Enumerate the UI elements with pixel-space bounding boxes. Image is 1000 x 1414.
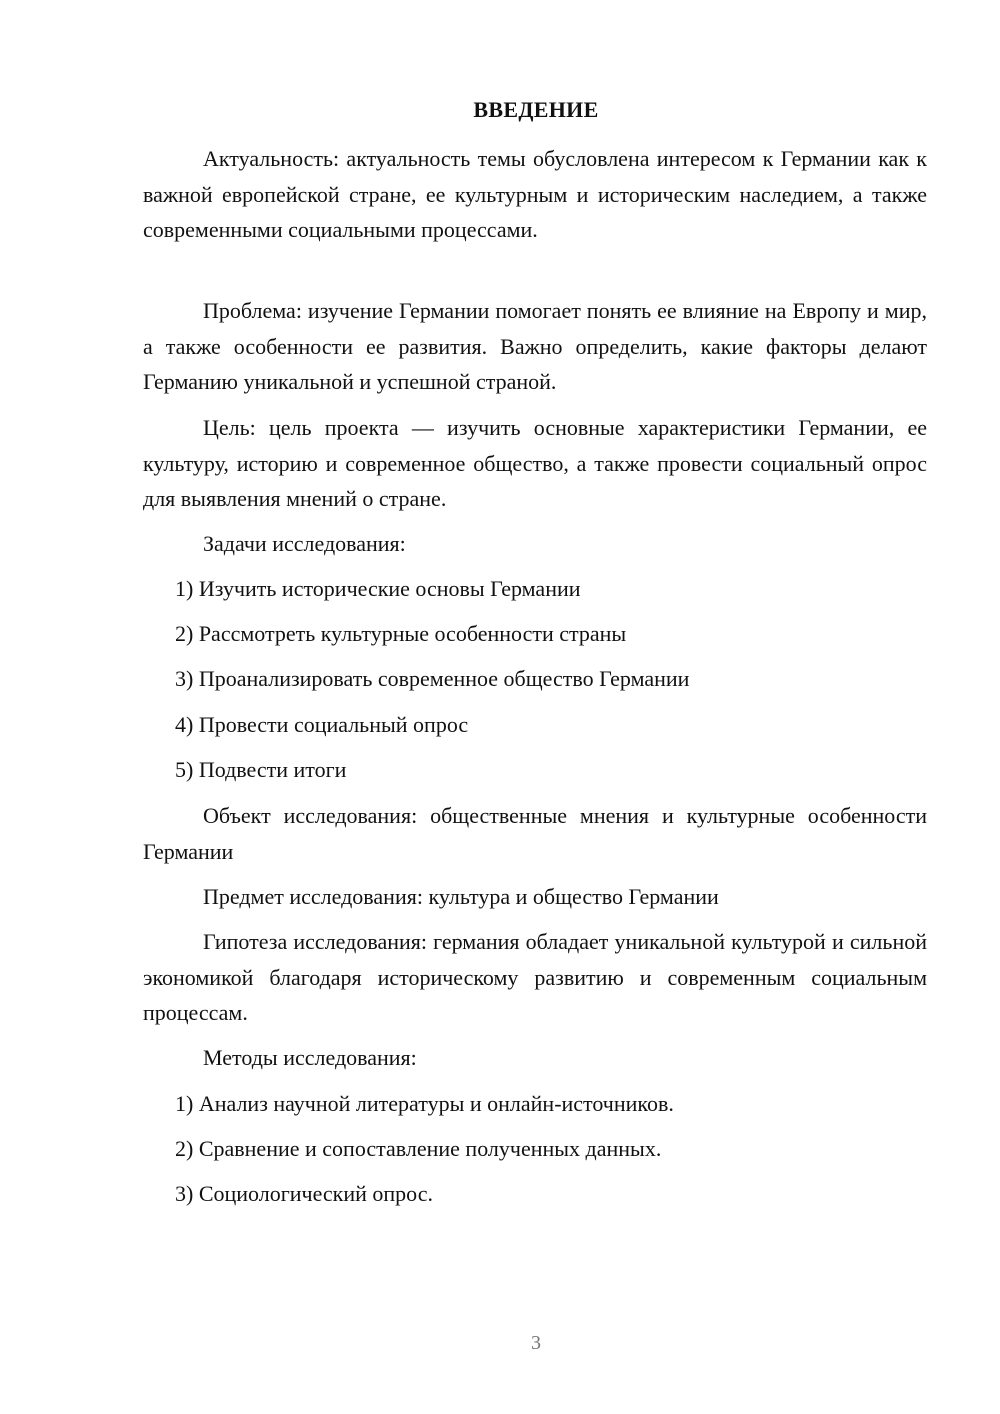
object-paragraph: Объект исследования: общественные мнения и культурные особенности Германии xyxy=(143,803,927,864)
page-title: ВВЕДЕНИЕ xyxy=(473,97,599,122)
goal-paragraph: Цель: цель проекта — изучить основные характеристики Германии, ее культуру, историю и современное общество, а также провести социальный опрос для выявления мнений о стране. xyxy=(143,415,927,511)
methods-label: Методы исследования: xyxy=(203,1045,417,1070)
task-item: 4) Провести социальный опрос xyxy=(175,712,469,737)
page-number: 3 xyxy=(531,1332,541,1354)
method-item: 2) Сравнение и сопоставление полученных данных. xyxy=(175,1136,662,1161)
task-item: 1) Изучить исторические основы Германии xyxy=(175,576,581,601)
subject-paragraph: Предмет исследования: культура и общество Германии xyxy=(203,884,719,909)
method-item: 1) Анализ научной литературы и онлайн-источников. xyxy=(175,1091,674,1116)
task-item: 3) Проанализировать современное общество Германии xyxy=(175,666,690,691)
relevance-paragraph: Актуальность: актуальность темы обусловлена интересом к Германии как к важной европейской стране, ее культурным и историческим наследием, а также современными социальными процессами. xyxy=(143,146,927,242)
problem-paragraph: Проблема: изучение Германии помогает понять ее влияние на Европу и мир, а также особенности ее развития. Важно определить, какие факторы делают Германию уникальной и успешной страной. xyxy=(143,298,927,394)
task-item: 5) Подвести итоги xyxy=(175,757,347,782)
tasks-label: Задачи исследования: xyxy=(203,531,406,556)
method-item: 3) Социологический опрос. xyxy=(175,1181,433,1206)
hypothesis-paragraph: Гипотеза исследования: германия обладает уникальной культурой и сильной экономикой благодаря историческому развитию и современным социальным процессам. xyxy=(143,929,927,1025)
task-item: 2) Рассмотреть культурные особенности страны xyxy=(175,621,627,646)
